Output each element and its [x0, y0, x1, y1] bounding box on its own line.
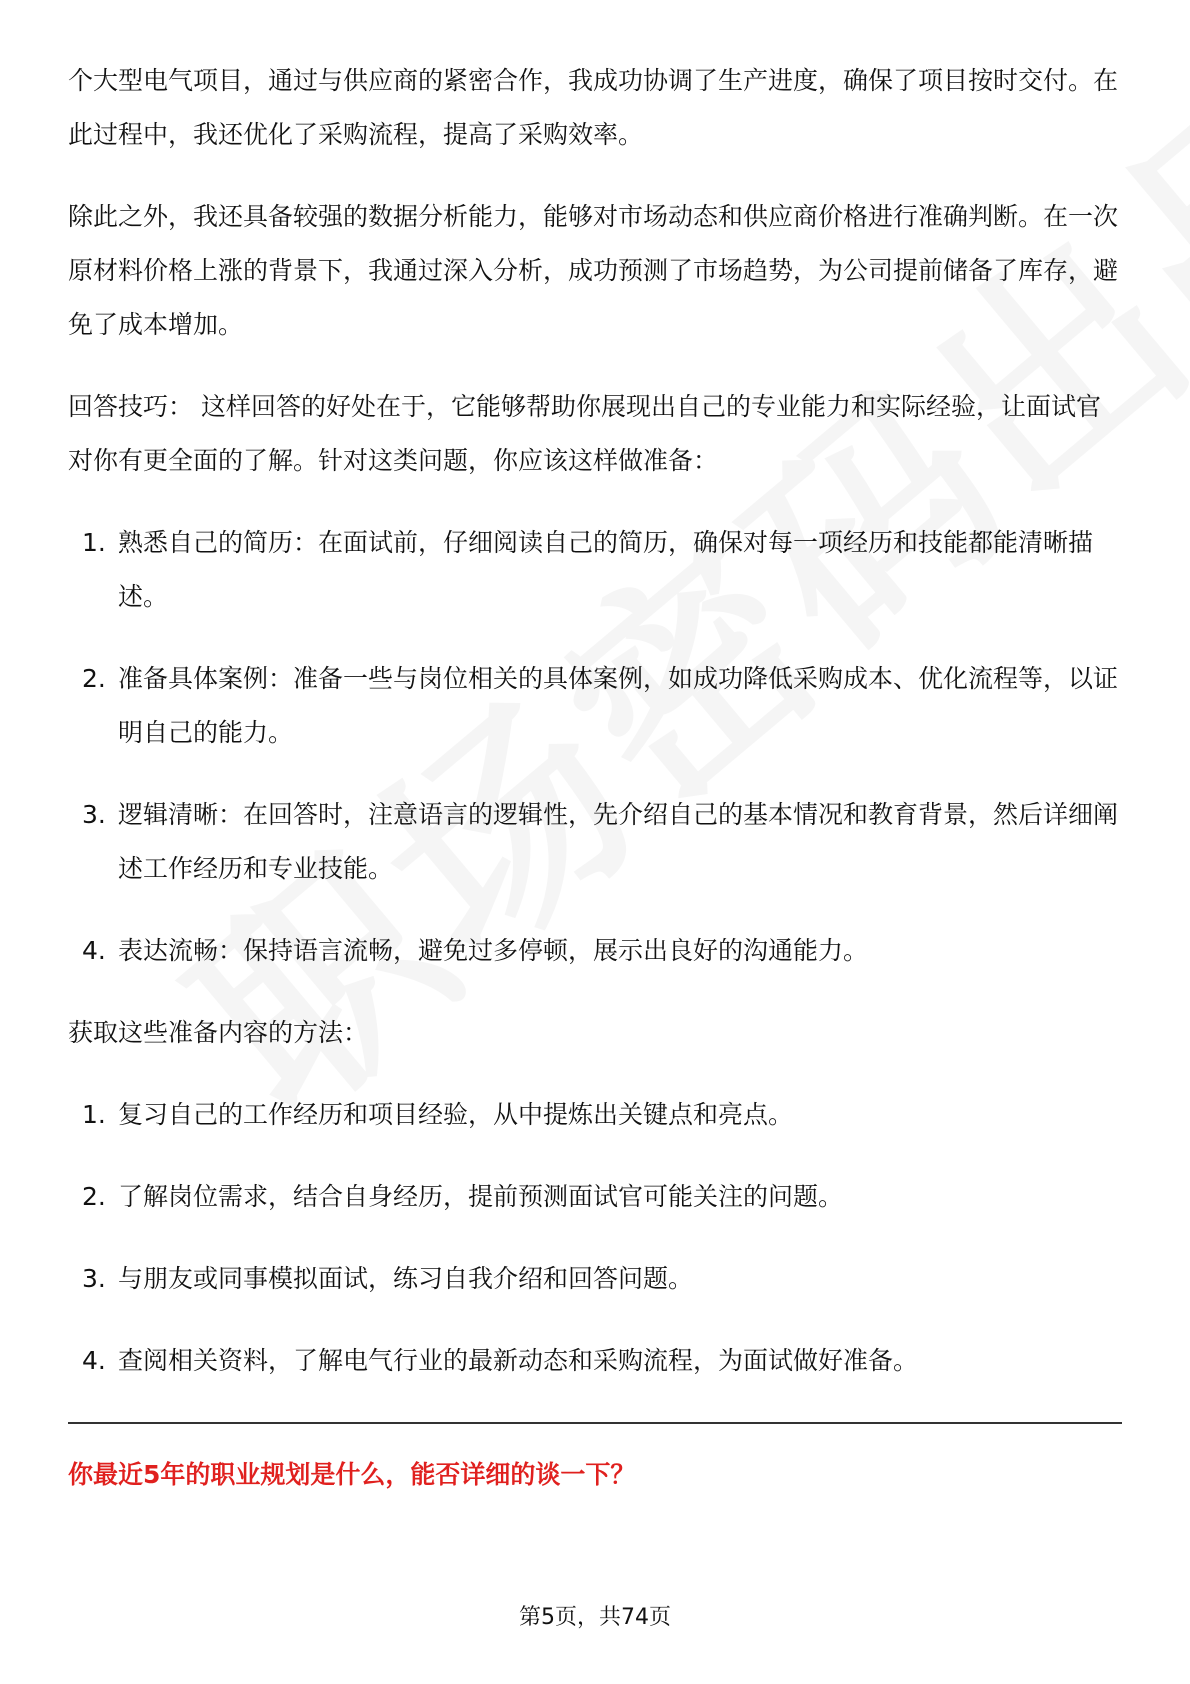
paragraph-data-analysis: 除此之外，我还具备较强的数据分析能力，能够对市场动态和供应商价格进行准确判断。在一次原材料价格上涨的背景下，我通过深入分析，成功预测了市场趋势，为公司提前储备了库存，避免了成本增加。	[68, 202, 1119, 339]
list-item-text: 准备具体案例：准备一些与岗位相关的具体案例，如成功降低采购成本、优化流程等，以证明自己的能力。	[118, 664, 1119, 747]
paragraph-answer-tips: 回答技巧： 这样回答的好处在于，它能够帮助你展现出自己的专业能力和实际经验，让面试官对你有更全面的了解。针对这类问题，你应该这样做准备：	[68, 392, 1101, 475]
list-number: 1.	[82, 528, 106, 557]
list-item-text: 查阅相关资料，了解电气行业的最新动态和采购流程，为面试做好准备。	[118, 1346, 919, 1375]
list-number: 1.	[82, 1100, 106, 1129]
list-number: 4.	[82, 936, 106, 965]
list-item	[68, 516, 1122, 624]
document-body	[68, 54, 1122, 1416]
list-item-text: 与朋友或同事模拟面试，练习自我介绍和回答问题。	[118, 1264, 694, 1293]
methods-list	[68, 1088, 1122, 1388]
list-item-text: 逻辑清晰：在回答时，注意语言的逻辑性，先介绍自己的基本情况和教育背景，然后详细阐述工作经历和专业技能。	[118, 800, 1119, 883]
methods-heading: 获取这些准备内容的方法：	[68, 1018, 369, 1047]
list-item	[68, 1334, 1122, 1388]
list-item	[68, 1252, 1122, 1306]
list-number: 3.	[82, 1264, 106, 1293]
paragraph-experience: 个大型电气项目，通过与供应商的紧密合作，我成功协调了生产进度，确保了项目按时交付。在此过程中，我还优化了采购流程，提高了采购效率。	[68, 66, 1119, 149]
list-number: 3.	[82, 800, 106, 829]
list-number: 2.	[82, 1182, 106, 1211]
tips-list	[68, 516, 1122, 978]
list-item	[68, 924, 1122, 978]
list-item	[68, 1170, 1122, 1224]
list-number: 4.	[82, 1346, 106, 1375]
list-item	[68, 652, 1122, 760]
page-number: 第5页，共74页	[519, 1605, 671, 1630]
list-item-text: 表达流畅：保持语言流畅，避免过多停顿，展示出良好的沟通能力。	[118, 936, 869, 965]
list-item	[68, 788, 1122, 896]
next-question-heading: 你最近5年的职业规划是什么，能否详细的谈一下？	[68, 1460, 636, 1489]
list-item-text: 了解岗位需求，结合自身经历，提前预测面试官可能关注的问题。	[118, 1182, 844, 1211]
list-item	[68, 1088, 1122, 1142]
section-divider	[68, 1422, 1122, 1424]
list-item-text: 复习自己的工作经历和项目经验，从中提炼出关键点和亮点。	[118, 1100, 794, 1129]
list-number: 2.	[82, 664, 106, 693]
list-item-text: 熟悉自己的简历：在面试前，仔细阅读自己的简历，确保对每一项经历和技能都能清晰描述。	[118, 528, 1094, 611]
